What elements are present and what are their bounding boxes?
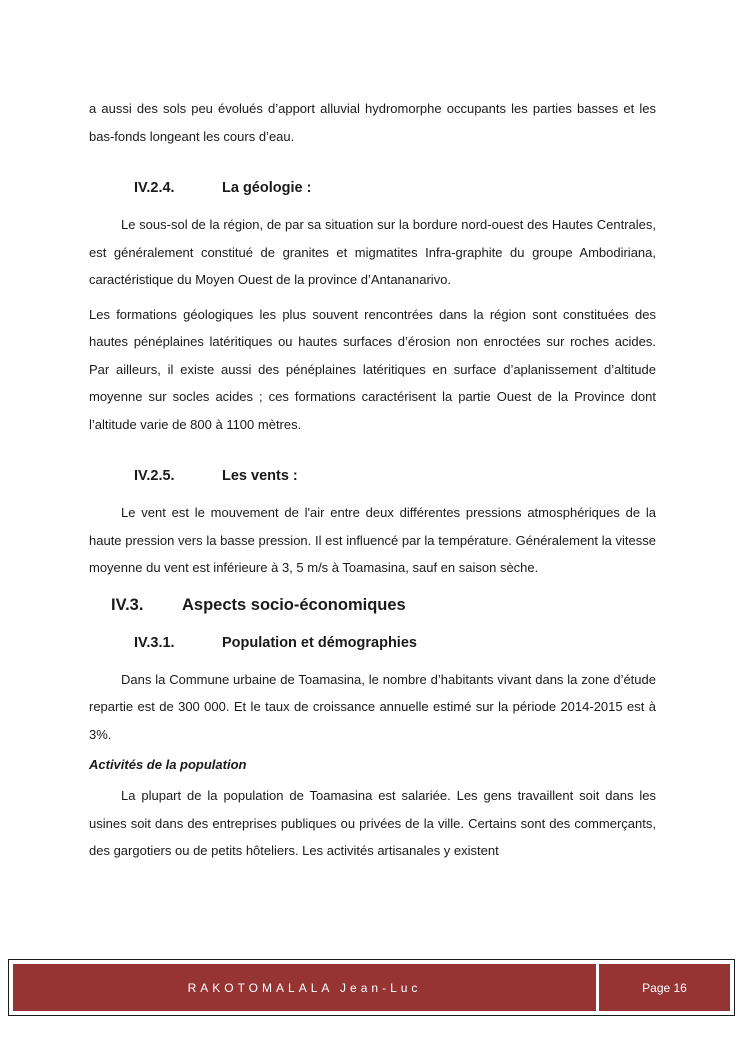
section-title: Aspects socio-économiques	[182, 595, 406, 614]
page-footer	[8, 959, 735, 1016]
section-title: La géologie :	[222, 180, 312, 196]
section-number: IV.2.5.	[134, 468, 175, 484]
section-heading-vents	[134, 466, 656, 486]
section-number: IV.2.4.	[134, 180, 175, 196]
subheading-activites: Activités de la population	[89, 757, 247, 772]
section-number: IV.3.	[111, 595, 144, 614]
paragraph: Dans la Commune urbaine de Toamasina, le nombre d’habitants vivant dans la zone d’étude repartie est de 300 000. Et le taux de croissance annuelle estimé sur la période 2014-2015 est à 3%.	[89, 671, 656, 742]
paragraph: La plupart de la population de Toamasina est salariée. Les gens travaillent soit dans les usines soit dans des entreprises publiques ou privées de la ville. Certains sont des commerçants, des gargotiers ou de petits hôteliers. Les activités artisanales y existent	[89, 788, 656, 858]
section-title: Population et démographies	[222, 634, 417, 651]
section-number: IV.3.1.	[134, 634, 175, 651]
page-body	[89, 95, 656, 872]
section-heading-geologie	[134, 178, 656, 198]
paragraph: a aussi des sols peu évolués d’apport alluvial hydromorphe occupants les parties basses et les bas-fonds longeant les cours d’eau.	[89, 101, 656, 144]
section-heading-population	[134, 633, 656, 653]
footer-page-number: Page 16	[599, 964, 730, 1011]
paragraph: Les formations géologiques les plus souvent rencontrées dans la région sont constituées des hautes pénéplaines latéritiques ou hautes surfaces d’érosion non enroctées sur roches acides. Par ailleurs, il existe aussi des pénéplaines latéritiques en surface d’aplanissement d’altitude moyenne sur socles acides ; ces formations caractérisent la partie Ouest de la Province dont l’altitude varie de 800 à 1100 mètres.	[89, 306, 656, 432]
paragraph: Le sous-sol de la région, de par sa situation sur la bordure nord-ouest des Hautes Centrales, est généralement constitué de granites et migmatites Infra-graphite du groupe Ambodiriana, caractéristique du Moyen Ouest de la province d’Antananarivo.	[89, 217, 656, 287]
chapter-heading-aspects	[111, 594, 656, 616]
section-title: Les vents :	[222, 468, 298, 484]
footer-author: RAKOTOMALALA Jean-Luc	[13, 964, 596, 1011]
paragraph: Le vent est le mouvement de l'air entre deux différentes pressions atmosphériques de la haute pression vers la basse pression. Il est influencé par la température. Généralement la vitesse moyenne du vent est inférieure à 3, 5 m/s à Toamasina, sauf en saison sèche.	[89, 505, 656, 575]
